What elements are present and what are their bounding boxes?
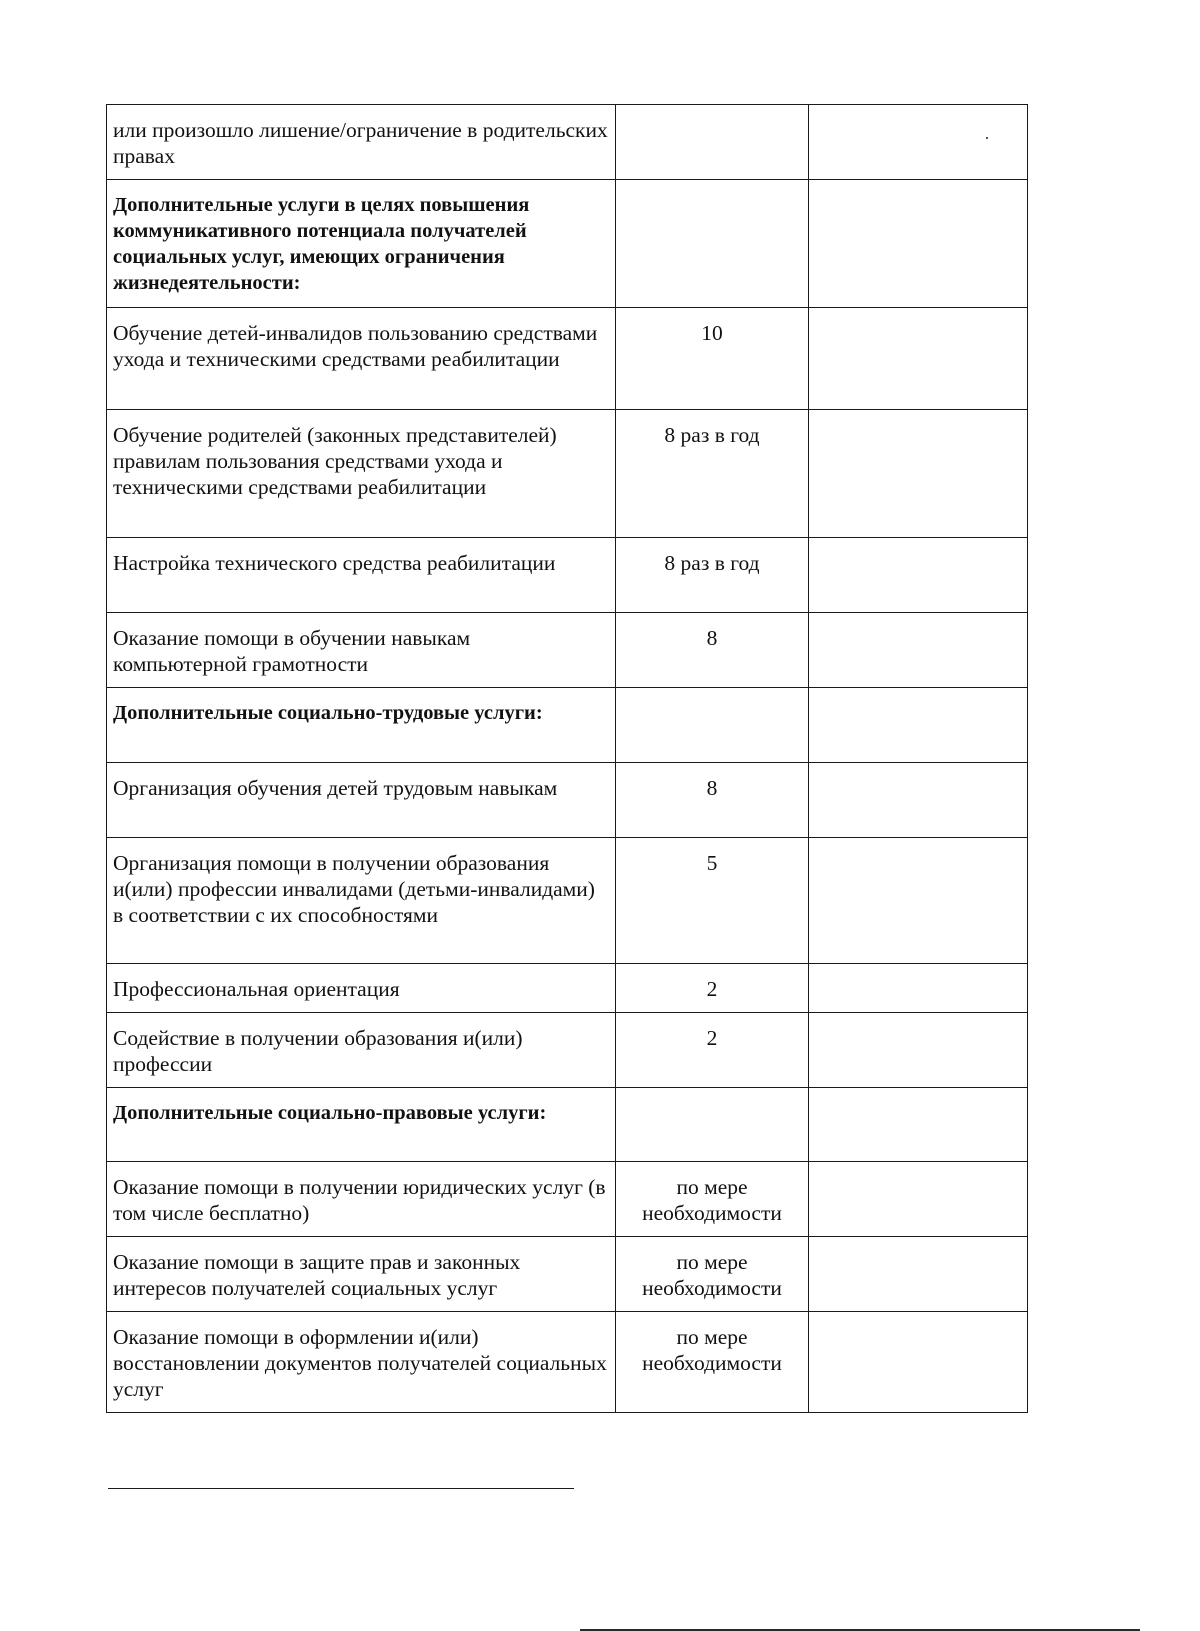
- frequency-cell: [616, 688, 809, 763]
- note-cell: [809, 308, 1028, 410]
- note-cell: [809, 763, 1028, 838]
- table-row: [107, 308, 1028, 410]
- service-name-cell: Настройка технического средства реабилитации: [107, 538, 616, 613]
- table-row: [107, 1162, 1028, 1237]
- section-header-row: [107, 180, 1028, 308]
- footnote-separator-line: [108, 1488, 574, 1489]
- note-cell: [809, 688, 1028, 763]
- frequency-cell: 8 раз в год: [616, 538, 809, 613]
- table-row: [107, 1237, 1028, 1312]
- note-cell: [809, 1237, 1028, 1312]
- table-row: [107, 410, 1028, 538]
- service-name-cell: Обучение родителей (законных представителей) правилам пользования средствами ухода и техническими средствами реабилитации: [107, 410, 616, 538]
- service-name-cell: или произошло лишение/ограничение в родительских правах: [107, 105, 616, 180]
- note-cell: [809, 180, 1028, 308]
- service-name-cell: Содействие в получении образования и(или) профессии: [107, 1013, 616, 1088]
- frequency-cell: по мере необходимости: [616, 1237, 809, 1312]
- section-title-cell: Дополнительные социально-правовые услуги:: [107, 1088, 616, 1162]
- note-cell: [809, 1312, 1028, 1413]
- note-cell: [809, 838, 1028, 964]
- table-row: [107, 1013, 1028, 1088]
- frequency-cell: по мере необходимости: [616, 1312, 809, 1413]
- frequency-cell: 10: [616, 308, 809, 410]
- note-cell: [809, 1088, 1028, 1162]
- table-row: [107, 1312, 1028, 1413]
- section-title-cell: Дополнительные услуги в целях повышения коммуникативного потенциала получателей социальных услуг, имеющих ограничения жизнедеятельности:: [107, 180, 616, 308]
- table-row: [107, 964, 1028, 1013]
- frequency-cell: 8 раз в год: [616, 410, 809, 538]
- service-name-cell: Организация обучения детей трудовым навыкам: [107, 763, 616, 838]
- note-cell: [809, 613, 1028, 688]
- service-name-cell: Оказание помощи в получении юридических услуг (в том числе бесплатно): [107, 1162, 616, 1237]
- table-row: [107, 613, 1028, 688]
- note-cell: [809, 1162, 1028, 1237]
- table-row: [107, 838, 1028, 964]
- frequency-cell: [616, 1088, 809, 1162]
- service-name-cell: Оказание помощи в защите прав и законных интересов получателей социальных услуг: [107, 1237, 616, 1312]
- note-cell: [809, 410, 1028, 538]
- services-table-body: [107, 105, 1028, 1413]
- table-row: [107, 763, 1028, 838]
- section-header-row: [107, 688, 1028, 763]
- table-row: [107, 538, 1028, 613]
- frequency-cell: 2: [616, 1013, 809, 1088]
- service-name-cell: Организация помощи в получении образования и(или) профессии инвалидами (детьми-инвалидами) в соответствии с их способностями: [107, 838, 616, 964]
- note-cell: [809, 964, 1028, 1013]
- note-cell: [809, 105, 1028, 180]
- frequency-cell: 2: [616, 964, 809, 1013]
- services-table: [106, 104, 1028, 1413]
- frequency-cell: [616, 180, 809, 308]
- section-title-cell: Дополнительные социально-трудовые услуги:: [107, 688, 616, 763]
- note-cell: [809, 538, 1028, 613]
- frequency-cell: по мере необходимости: [616, 1162, 809, 1237]
- frequency-cell: 8: [616, 763, 809, 838]
- service-name-cell: Профессиональная ориентация: [107, 964, 616, 1013]
- frequency-cell: [616, 105, 809, 180]
- table-row: [107, 105, 1028, 180]
- frequency-cell: 5: [616, 838, 809, 964]
- section-header-row: [107, 1088, 1028, 1162]
- service-name-cell: Оказание помощи в обучении навыкам компьютерной грамотности: [107, 613, 616, 688]
- note-cell: [809, 1013, 1028, 1088]
- service-name-cell: Оказание помощи в оформлении и(или) восстановлении документов получателей социальных услуг: [107, 1312, 616, 1413]
- service-name-cell: Обучение детей-инвалидов пользованию средствами ухода и техническими средствами реабилитации: [107, 308, 616, 410]
- frequency-cell: 8: [616, 613, 809, 688]
